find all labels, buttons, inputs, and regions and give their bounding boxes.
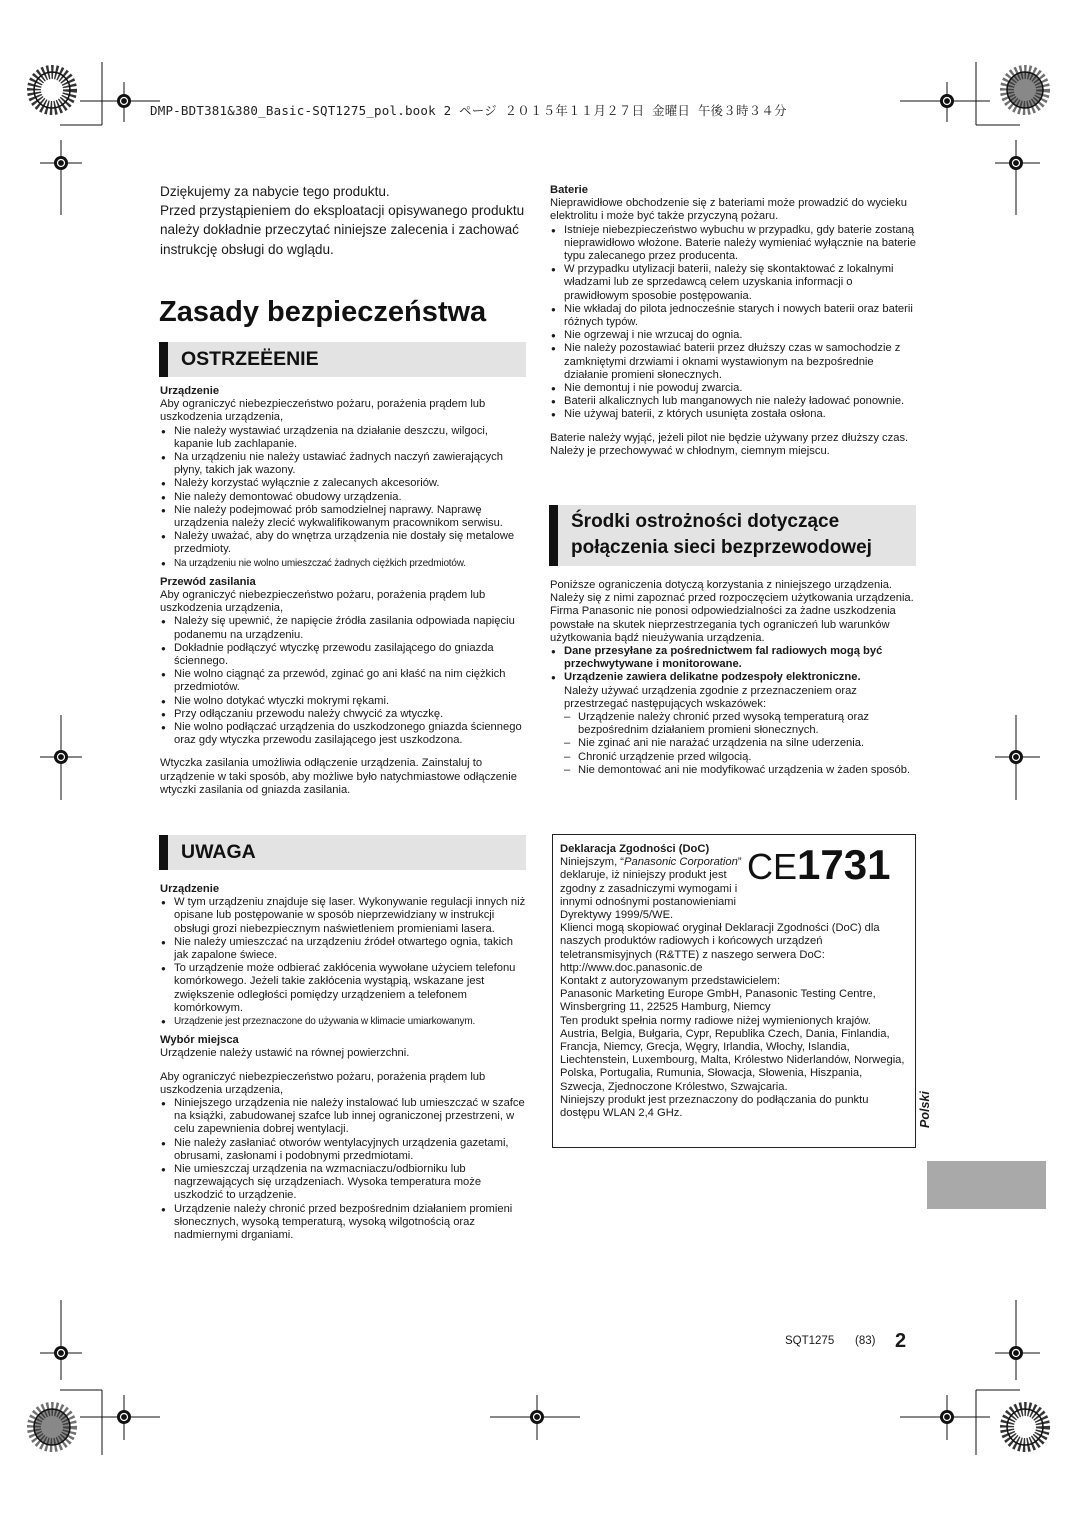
declaration-text xyxy=(560,843,910,1120)
warning-device-title: Urządzenie xyxy=(160,385,220,397)
declaration-contact: Panasonic Marketing Europe GmbH, Panasonic Testing Centre, Winsbergring 11, 22525 Hamburg, Niemcy xyxy=(560,988,876,1014)
list-item: ● W przypadku utylizacji baterii, należy się skontaktować z lokalnymi władzami lub ze sprzedawcą celem uzyskania informacji o prawidłowym sposobie postępowania. xyxy=(550,263,916,303)
wireless-dash-list xyxy=(550,711,916,777)
wireless-heading xyxy=(571,509,872,561)
caution-device-list xyxy=(160,896,526,1028)
page-title: Zasady bezpieczeństwa xyxy=(159,296,487,328)
wireless-section xyxy=(550,579,916,777)
list-item: ● Urządzenie jest przeznaczone do używania w klimacie umiarkowanym. xyxy=(160,1015,526,1028)
warning-heading: OSTRZEËENIE xyxy=(181,348,319,370)
list-item: ● Na urządzeniu nie należy ustawiać żadnych naczyń zawierających płyny, takich jak wazony. xyxy=(160,451,526,477)
language-tab-block xyxy=(927,1161,1046,1209)
list-item: ● Na urządzeniu nie wolno umieszczać żadnych ciężkich przedmiotów. xyxy=(160,557,526,570)
caution-location-intro: Aby ograniczyć niebezpieczeństwo pożaru, porażenia prądem lub uszkodzenia urządzenia, xyxy=(160,1070,486,1096)
list-item: ● Nie używaj baterii, z których usunięta została osłona. xyxy=(550,408,916,421)
declaration-countries: Ten produkt spełnia normy radiowe niżej wymienionych krajów. Austria, Belgia, Bułgaria, Cypr, Republika Czech, Dania, Finlandia, Francja, Niemcy, Grecja, Węgry, Irlandia, Włochy, Islandia, Liechtenstein, Luxembourg, Malta, Królestwo Niderlandów, Norwegia, Polska, Portugalia, Rumunia, Słowacja, Słowenia, Hiszpania, Szwecja, Zjednoczone Królestwo, Szwajcaria. xyxy=(560,1014,905,1093)
list-item: – Nie demontować ani nie modyfikować urządzenia w żaden sposób. xyxy=(564,764,916,777)
list-item: ● Dokładnie podłączyć wtyczkę przewodu zasilającego do gniazda ściennego. xyxy=(160,642,526,668)
declaration-title: Deklaracja Zgodności (DoC) xyxy=(560,843,710,855)
ce-number: 1731 xyxy=(797,841,891,888)
list-item: ● Nie należy podejmować prób samodzielnej naprawy. Naprawę urządzenia należy zlecić wykwalifikowanym pracownikom serwisu. xyxy=(160,504,526,530)
declaration-intro xyxy=(560,856,742,922)
heading-accent xyxy=(159,835,168,870)
battery-section xyxy=(550,184,916,458)
caution-location-text: Urządzenie należy ustawić na równej powierzchni. xyxy=(160,1047,410,1060)
warning-device-list xyxy=(160,425,526,570)
wireless-heading-line2: połączenia sieci bezprzewodowej xyxy=(571,537,872,558)
battery-list xyxy=(550,224,916,422)
warning-cord-title: Przewód zasilania xyxy=(160,575,256,588)
wireless-b2-title: ● Urządzenie zawiera delikatne podzespoły elektroniczne. xyxy=(564,671,861,684)
list-item: ● Przy odłączaniu przewodu należy chwycić za wtyczkę. xyxy=(160,708,526,721)
heading-accent xyxy=(159,342,168,377)
caution-section xyxy=(160,883,526,1242)
declaration-p2: Klienci mogą skopiować oryginał Deklaracji Zgodności (DoC) dla naszych produktów radiowych i końcowych urządzeń teletransmisyjnych (R&TTE) z naszego serwera DoC: xyxy=(560,922,880,961)
wireless-heading-bar xyxy=(549,505,916,566)
list-item: ● Nie wolno dotykać wtyczki mokrymi rękami. xyxy=(160,695,526,708)
list-item xyxy=(550,671,916,711)
declaration-wlan: Niniejszy produkt jest przeznaczony do podłączania do punktu dostępu WLAN 2,4 GHz. xyxy=(560,1093,869,1120)
company-name: Panasonic Corporation xyxy=(624,856,738,869)
footer-code: SQT1275 xyxy=(785,1335,835,1347)
list-item: ● W tym urządzeniu znajduje się laser. Wykonywanie regulacji innych niż opisane lub postępowanie w sposób nieprzewidziany w instrukcji obsługi grozi niebezpiecznym naświetleniem promieniami lasera. xyxy=(160,896,526,936)
heading-accent xyxy=(549,505,558,566)
list-item: ● Nie wkładaj do pilota jednocześnie starych i nowych baterii oraz baterii różnych typów. xyxy=(550,303,916,329)
list-item: ● Nie wolno ciągnąć za przewód, zginać go ani kłaść na nim ciężkich przedmiotów. xyxy=(160,668,526,694)
wireless-p2: Firma Panasonic nie ponosi odpowiedzialności za żadne uszkodzenia powstałe na skutek nieprzestrzegania tych ograniczeń lub warunków użytkowania bądź nieużywania urządzenia. xyxy=(550,605,896,644)
warning-cord-intro: Aby ograniczyć niebezpieczeństwo pożaru, porażenia prądem lub uszkodzenia urządzenia, xyxy=(160,589,486,615)
list-item: ● Należy korzystać wyłącznie z zalecanych akcesoriów. xyxy=(160,477,526,490)
warning-device-intro: Aby ograniczyć niebezpieczeństwo pożaru, porażenia prądem lub uszkodzenia urządzenia, xyxy=(160,398,486,424)
list-item: – Chronić urządzenie przed wilgocią. xyxy=(564,751,916,764)
list-item: ● Nie wolno podłączać urządzenia do uszkodzonego gniazda ściennego oraz gdy wtyczka przewodu zasilającego jest uszkodzona. xyxy=(160,721,526,747)
caution-heading-bar xyxy=(159,835,526,870)
list-item: – Nie zginać ani nie narażać urządzenia na silne uderzenia. xyxy=(564,737,916,750)
wireless-p1: Poniższe ograniczenia dotyczą korzystania z niniejszego urządzenia. Należy się z nimi zapoznać przed rozpoczęciem użytkowania urządzenia. xyxy=(550,579,914,605)
battery-note: Baterie należy wyjąć, jeżeli pilot nie będzie używany przez dłuższy czas. Należy je przechowywać w chłodnym, ciemnym miejscu. xyxy=(550,431,909,457)
wireless-b2-text: Należy używać urządzenia zgodnie z przeznaczeniem oraz przestrzegać następujących wskazówek: xyxy=(564,684,857,710)
wireless-heading-line1: Środki ostrożności dotyczące xyxy=(571,511,840,532)
list-item: ● Nie należy zasłaniać otworów wentylacyjnych urządzenia gazetami, obrusami, zasłonami i podobnymi przedmiotami. xyxy=(160,1137,526,1163)
list-item: ● Należy uważać, aby do wnętrza urządzenia nie dostały się metalowe przedmioty. xyxy=(160,530,526,556)
list-item: ● Nie należy demontować obudowy urządzenia. xyxy=(160,491,526,504)
intro-text xyxy=(160,182,530,259)
list-item: ● Dane przesyłane za pośrednictwem fal radiowych mogą być przechwytywane i monitorowane. xyxy=(550,645,916,671)
language-side-tab: Polski xyxy=(918,1091,932,1128)
caution-device-title: Urządzenie xyxy=(160,883,220,895)
battery-intro: Nieprawidłowe obchodzenie się z bateriami może prowadzić do wycieku elektrolitu i może być także przyczyną pożaru. xyxy=(550,197,907,223)
declaration-box xyxy=(552,834,916,1148)
print-header: DMP-BDT381&380_Basic-SQT1275_pol.book 2 ページ ２０１５年１１月２７日 金曜日 午後３時３４分 xyxy=(150,103,787,118)
warning-heading-bar xyxy=(159,342,526,377)
list-item: ● Nie należy umieszczać na urządzeniu źródeł otwartego ognia, takich jak zapalone świece. xyxy=(160,936,526,962)
intro-thanks: Dziękujemy za nabycie tego produktu. xyxy=(160,184,390,199)
list-item: ● Nie demontuj i nie powoduj zwarcia. xyxy=(550,382,916,395)
list-item: ● Nie należy wystawiać urządzenia na działanie deszczu, wilgoci, kapanie lub zachlapanie. xyxy=(160,425,526,451)
list-item: ● Baterii alkalicznych lub manganowych nie należy ładować ponownie. xyxy=(550,395,916,408)
ce-logo: CE xyxy=(747,846,798,887)
warning-section xyxy=(160,385,526,797)
page-number: 2 xyxy=(895,1330,907,1352)
list-item: – Urządzenie należy chronić przed wysoką temperaturą oraz bezpośrednim działaniem promieni słonecznych. xyxy=(564,711,916,737)
list-item: ● Nie ogrzewaj i nie wrzucaj do ognia. xyxy=(550,329,916,342)
caution-location-list xyxy=(160,1097,526,1242)
list-item: ● Niniejszego urządzenia nie należy instalować lub umieszczać w szafce na książki, zabudowanej szafce lub innej ograniczonej przestrzeni, w celu zapewnienia dobrej wentylacji. xyxy=(160,1097,526,1137)
intro-instructions: Przed przystąpieniem do eksploatacji opisywanego produktu należy dokładnie przeczytać niniejsze zalecenia i zachować instrukcję obsługi do wglądu. xyxy=(160,203,525,257)
wireless-list xyxy=(550,645,916,711)
warning-cord-list xyxy=(160,615,526,747)
caution-location-title: Wybór miejsca xyxy=(160,1034,239,1047)
list-item: ● To urządzenie może odbierać zakłócenia wywołane użyciem telefonu komórkowego. Jeżeli takie zakłócenia wystąpią, wskazane jest zwiększenie odległości pomiędzy urządzeniem a telefonem komórkowym. xyxy=(160,962,526,1015)
list-item: ● Nie umieszczaj urządzenia na wzmacniaczu/odbiorniku lub nagrzewających się urządzeniach. Wysoka temperatura może uszkodzić to urządzenie. xyxy=(160,1163,526,1203)
declaration-intro-b: ” deklaruje, iż niniejszy produkt jest zgodny z zasadniczymi wymogami i innymi odnośnymi postanowieniami Dyrektywy 1999/5/WE. xyxy=(560,856,742,922)
warning-plug-note: Wtyczka zasilania umożliwia odłączenie urządzenia. Zainstaluj to urządzenie w taki sposób, aby możliwe było natychmiastowe odłączenie wtyczki zasilania od gniazda zasilania. xyxy=(160,757,517,796)
list-item: ● Należy się upewnić, że napięcie źródła zasilania odpowiada napięciu podanemu na urządzeniu. xyxy=(160,615,526,641)
declaration-url[interactable]: http://www.doc.panasonic.de xyxy=(560,961,703,974)
list-item: ● Istnieje niebezpieczeństwo wybuchu w przypadku, gdy baterie zostaną nieprawidłowo włożone. Baterie należy wymieniać wyłącznie na baterie typu zalecanego przez producenta. xyxy=(550,224,916,264)
footer-sub: (83) xyxy=(855,1335,876,1347)
list-item: ● Urządzenie należy chronić przed bezpośrednim działaniem promieni słonecznych, wysoką temperaturą, wysoką wilgotnością oraz nadmiernymi drganiami. xyxy=(160,1203,526,1243)
declaration-intro-a: Niniejszym, “ xyxy=(560,856,625,869)
battery-title: Baterie xyxy=(550,184,588,196)
list-item: ● Nie należy pozostawiać baterii przez dłuższy czas w samochodzie z zamkniętymi drzwiami i oknami wystawionym na bezpośrednie działanie promieni słonecznych. xyxy=(550,342,916,382)
caution-heading: UWAGA xyxy=(181,841,256,863)
declaration-contact-label: Kontakt z autoryzowanym przedstawicielem: xyxy=(560,975,781,988)
